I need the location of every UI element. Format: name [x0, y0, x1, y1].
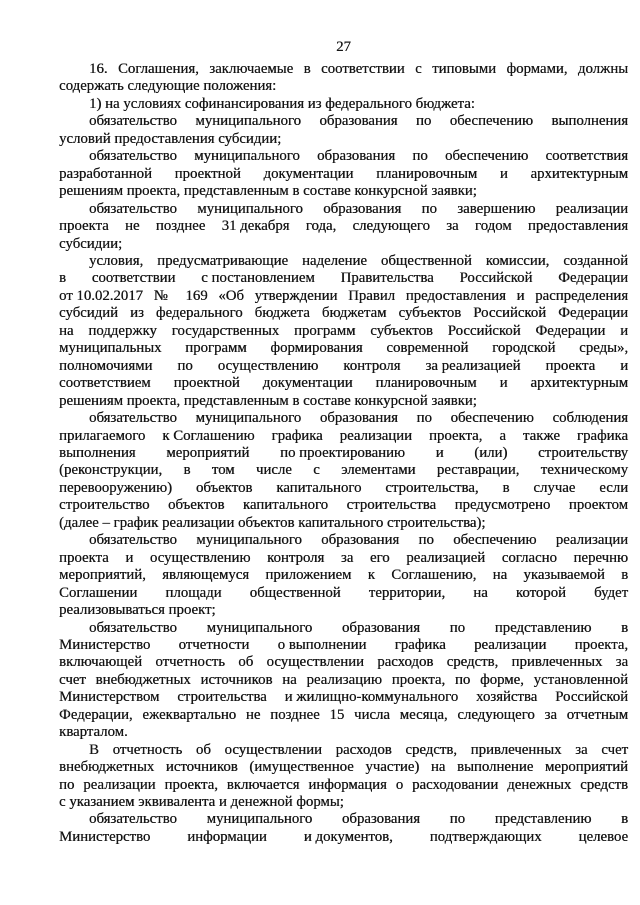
text-line: (реконструкции, в том числе с элементами реставрации, техническому [59, 462, 629, 479]
text-line: Федерации, ежеквартально не позднее 15 числа месяца, следующего за отчетным [59, 706, 629, 723]
text-line: прилагаемого к Соглашению графика реализации проекта, а также графика [59, 427, 628, 444]
page-number: 27 [336, 39, 351, 55]
text-line: условия, предусматривающие наделение общественной комиссии, созданной [89, 252, 629, 269]
text-line: мероприятий, являющемуся приложением к Соглашению, на указываемой в [59, 567, 629, 584]
text-line: с указанием эквивалента и денежной формы; [59, 794, 344, 811]
text-line: обязательство муниципального образования по завершению реализации [89, 200, 628, 217]
text-line: обязательство муниципального образования по представлению в [89, 811, 629, 828]
text-line: Министерство информации и документов, подтверждающих целевое [59, 828, 629, 845]
text-line: В отчетность об осуществлении расходов средств, привлеченных за счет [89, 741, 628, 758]
text-line: Министерством строительства и жилищно-коммунального хозяйства Российской [59, 689, 628, 706]
paragraph [59, 253, 628, 410]
text-line: муниципальных программ формирования современной городской среды», [59, 340, 629, 357]
paragraph [59, 113, 628, 148]
text-line: обязательство муниципального образования по обеспечению реализации [89, 532, 629, 549]
text-line: по реализации проекта, включается информация о расходовании денежных средств [59, 776, 628, 793]
document-body [59, 61, 628, 846]
text-line: 16. Соглашения, заключаемые в соответствии с типовыми формами, должны [89, 61, 629, 77]
text-line: Министерство отчетности о выполнении графика реализации проекта, [59, 636, 628, 653]
text-line: внебюджетных источников (имущественное участие) на выполнение мероприятий [59, 759, 628, 776]
text-line: на поддержку государственных программ субъектов Российской Федерации и [59, 322, 629, 339]
text-line: соответствием проектной документации планировочным и архитектурным [59, 375, 629, 392]
text-line: в соответствии с постановлением Правительства Российской Федерации [59, 270, 629, 287]
text-line: проекта не позднее 31 декабря года, следующего за годом предоставления [59, 218, 629, 235]
text-line: выполнения мероприятий по проектированию и (или) строительству [59, 444, 629, 461]
paragraph [59, 201, 628, 253]
text-line: содержать следующие положения: [59, 78, 277, 95]
paragraph [59, 811, 628, 846]
text-line: обязательство муниципального образования по обеспечению выполнения [89, 113, 628, 130]
text-line: перевооружению) объектов капитального строительства, в случае если [59, 479, 629, 496]
paragraph [59, 410, 628, 532]
text-line: включающей отчетность об осуществлении расходов средств, привлеченных за [59, 654, 629, 671]
text-line: кварталом. [59, 724, 128, 741]
text-line: реализовываться проект; [59, 602, 216, 619]
paragraph [59, 96, 628, 113]
paragraph [59, 61, 628, 96]
paragraph [59, 742, 628, 812]
text-line: условий предоставления субсидии; [59, 130, 282, 147]
text-line: субсидий из федерального бюджета бюджетам субъектов Российской Федерации [59, 305, 629, 322]
text-line: обязательство муниципального образования по обеспечению соблюдения [89, 410, 628, 427]
text-line: разработанной проектной документации планировочным и архитектурным [59, 165, 629, 182]
text-line: обязательство муниципального образования по представлению в [89, 619, 629, 636]
text-line: (далее – график реализации объектов капитального строительства); [59, 514, 486, 531]
text-line: обязательство муниципального образования по обеспечению соответствия [89, 148, 628, 165]
paragraph [59, 620, 628, 742]
paragraph [59, 532, 628, 619]
text-line: 1) на условиях софинансирования из федерального бюджета: [89, 95, 475, 112]
text-line: проекта и осуществлению контроля за его реализацией согласно перечню [59, 549, 628, 566]
text-line: счет внебюджетных источников на реализацию проекта, по форме, установленной [59, 671, 629, 688]
text-line: субсидии; [59, 235, 123, 252]
text-line: строительство объектов капитального строительства предусмотрено проектом [59, 497, 628, 514]
text-line: решениям проекта, представленным в составе конкурсной заявки; [59, 183, 477, 200]
text-line: от 10.02.2017 № 169 «Об утверждении Правил предоставления и распределения [59, 287, 629, 304]
text-line: Соглашении площади общественной территории, на которой будет [59, 584, 629, 601]
text-line: полномочиями по осуществлению контроля за реализацией проекта и [59, 357, 629, 374]
text-line: решениям проекта, представленным в составе конкурсной заявки; [59, 392, 477, 409]
paragraph [59, 148, 628, 200]
